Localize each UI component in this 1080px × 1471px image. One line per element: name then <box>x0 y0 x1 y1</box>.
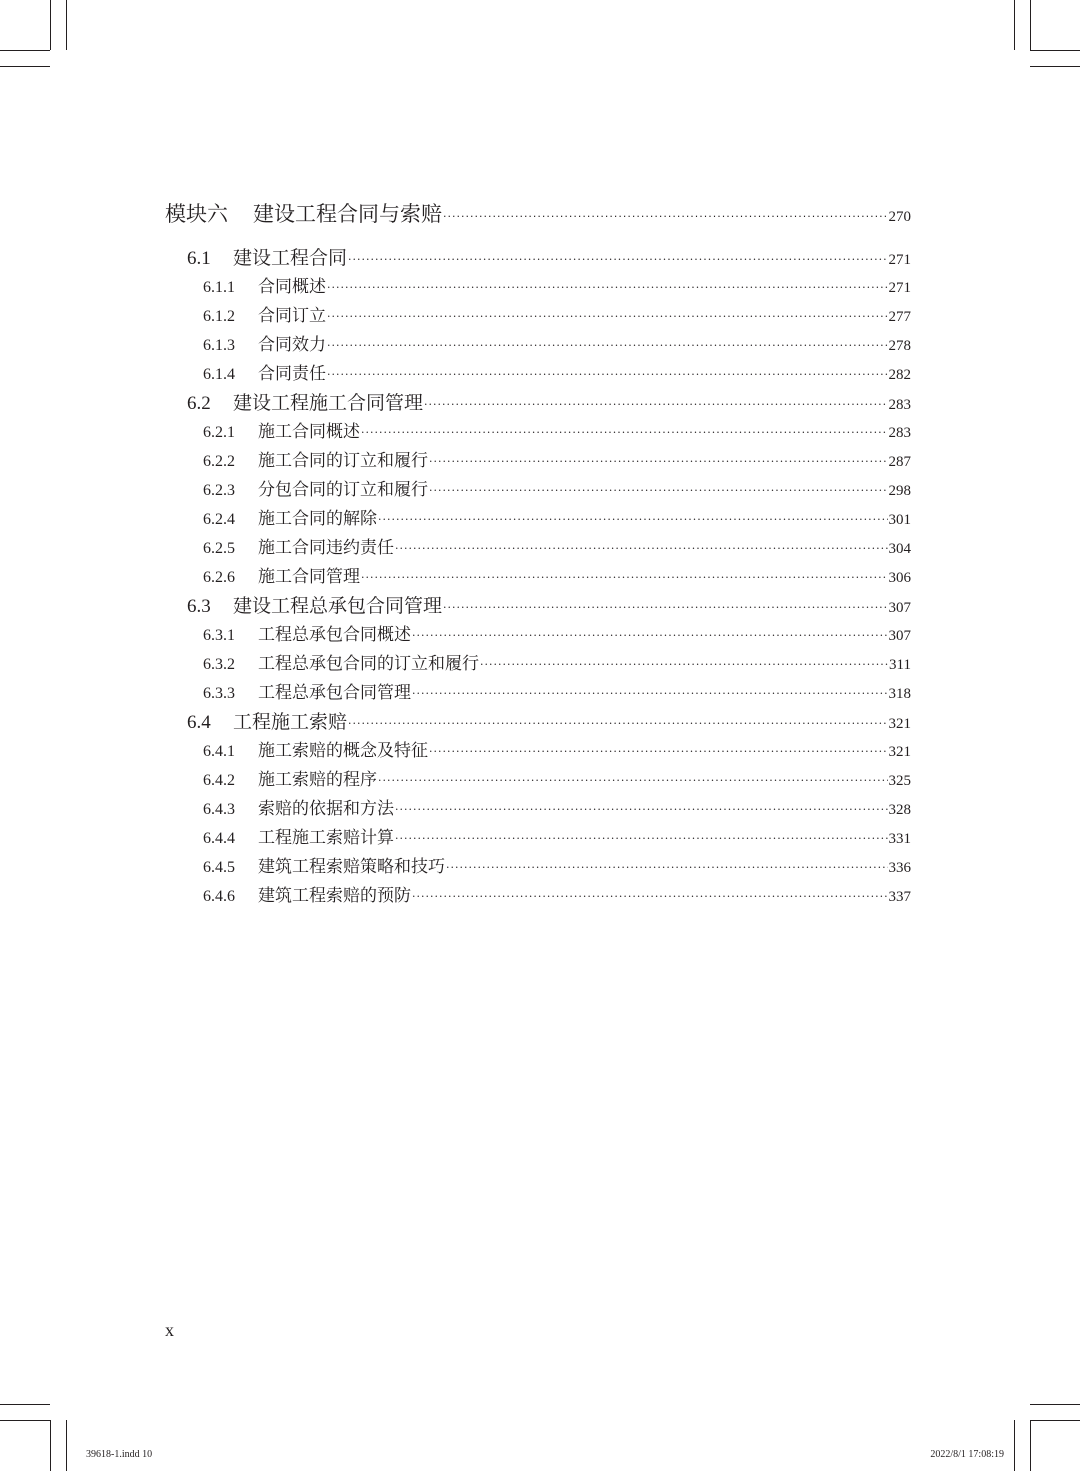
toc-leader-dots <box>327 311 888 322</box>
toc-subsection-entry[interactable] <box>165 852 911 881</box>
toc-entry-page: 271 <box>888 280 911 296</box>
toc-leader-dots <box>429 456 888 467</box>
toc-entry-number: 6.4.4 <box>203 830 235 847</box>
toc-subsection-entry[interactable] <box>165 765 911 794</box>
crop-mark <box>1014 1420 1015 1471</box>
toc-entry-title: 合同概述 <box>258 277 326 297</box>
crop-mark <box>0 50 50 51</box>
toc-leader-dots <box>429 485 888 496</box>
toc-subsection-entry[interactable] <box>165 562 911 591</box>
toc-section-entry[interactable] <box>165 243 911 272</box>
toc-entry-title: 合同责任 <box>258 364 326 384</box>
toc-subsection-entry[interactable] <box>165 620 911 649</box>
toc-entry-page: 283 <box>888 397 911 413</box>
toc-leader-dots <box>348 718 887 729</box>
crop-mark <box>50 0 51 50</box>
toc-entry-page: 331 <box>888 831 911 847</box>
toc-entry-title: 工程施工索赔计算 <box>258 828 394 848</box>
toc-entry-number: 6.4.6 <box>203 888 235 905</box>
toc-leader-dots <box>429 746 888 757</box>
toc-entry-number: 6.3.1 <box>203 627 235 644</box>
toc-subsection-entry[interactable] <box>165 823 911 852</box>
toc-subsection-entry[interactable] <box>165 475 911 504</box>
toc-entry-title: 索赔的依据和方法 <box>258 799 394 819</box>
toc-entry-title: 施工合同管理 <box>258 567 360 587</box>
toc-section-entry[interactable] <box>165 591 911 620</box>
toc-leader-dots <box>480 659 888 670</box>
toc-entry-page: 271 <box>888 252 911 268</box>
toc-subsection-entry[interactable] <box>165 533 911 562</box>
toc-leader-dots <box>348 254 887 265</box>
toc-entry-number: 6.2.6 <box>203 569 235 586</box>
toc-leader-dots <box>395 804 888 815</box>
toc-entry-title: 合同效力 <box>258 335 326 355</box>
toc-section-entry[interactable] <box>165 388 911 417</box>
toc-entry-page: 307 <box>888 600 911 616</box>
toc-entry-number: 6.3.2 <box>203 656 235 673</box>
toc-entry-title: 建设工程总承包合同管理 <box>233 595 443 617</box>
toc-entry-title: 分包合同的订立和履行 <box>258 480 428 500</box>
toc-entry-number: 6.4.3 <box>203 801 235 818</box>
toc-entry-number: 6.2.2 <box>203 453 235 470</box>
toc-entry-page: 283 <box>888 425 911 441</box>
toc-entry-number: 6.4.2 <box>203 772 235 789</box>
toc-entry-title: 工程总承包合同概述 <box>258 625 411 645</box>
toc-entry-number: 6.3 <box>187 596 211 617</box>
toc-entry-page: 336 <box>888 860 911 876</box>
toc-entry-page: 318 <box>888 686 911 702</box>
toc-entry-page: 311 <box>889 657 911 673</box>
toc-subsection-entry[interactable] <box>165 794 911 823</box>
toc-entry-page: 328 <box>888 802 911 818</box>
toc-subsection-entry[interactable] <box>165 881 911 910</box>
toc-entry-page: 337 <box>888 889 911 905</box>
page-folio: x <box>165 1320 174 1340</box>
toc-module-title: 建设工程合同与索赔 <box>253 202 442 226</box>
toc-subsection-entry[interactable] <box>165 301 911 330</box>
toc-entry-number: 6.3.3 <box>203 685 235 702</box>
toc-leader-dots <box>446 862 888 873</box>
toc-subsection-entry[interactable] <box>165 446 911 475</box>
toc-entry-number: 6.2 <box>187 393 211 414</box>
toc-subsection-entry[interactable] <box>165 678 911 707</box>
toc-entry-number: 6.2.1 <box>203 424 235 441</box>
toc-module-number: 模块六 <box>165 202 228 226</box>
toc-entry-page: 298 <box>888 483 911 499</box>
toc-entry-page: 325 <box>888 773 911 789</box>
toc-section-entry[interactable] <box>165 707 911 736</box>
slug-timestamp: 2022/8/1 17:08:19 <box>930 1449 1004 1460</box>
crop-mark <box>1030 1420 1080 1421</box>
crop-mark <box>1014 0 1015 50</box>
toc-leader-dots <box>361 427 888 438</box>
toc-entry-page: 321 <box>888 716 911 732</box>
toc-entry-number: 6.2.4 <box>203 511 235 528</box>
toc-entry-page: 301 <box>888 512 911 528</box>
toc-entry-number: 6.1.2 <box>203 308 235 325</box>
toc-entry-number: 6.1 <box>187 248 211 269</box>
toc-entry-title: 施工合同的解除 <box>258 509 377 529</box>
toc-leader-dots <box>443 602 887 613</box>
toc-leader-dots <box>361 572 888 583</box>
toc-leader-dots <box>327 340 888 351</box>
toc-entry-number: 6.2.3 <box>203 482 235 499</box>
toc-entry-title: 建设工程合同 <box>233 247 348 269</box>
toc-entries <box>165 243 911 910</box>
toc-entry-page: 304 <box>888 541 911 557</box>
toc-entry-number: 6.4 <box>187 712 211 733</box>
crop-mark <box>66 1420 67 1471</box>
crop-mark <box>50 1420 51 1471</box>
toc-subsection-entry[interactable] <box>165 272 911 301</box>
toc-subsection-entry[interactable] <box>165 504 911 533</box>
crop-mark <box>1030 50 1080 51</box>
toc-entry-page: 287 <box>888 454 911 470</box>
toc-module-entry[interactable] <box>165 198 911 236</box>
toc-entry-title: 施工合同概述 <box>258 422 360 442</box>
toc-leader-dots <box>443 211 888 222</box>
toc-entry-page: 278 <box>888 338 911 354</box>
toc-entry-number: 6.2.5 <box>203 540 235 557</box>
toc-entry-page: 321 <box>888 744 911 760</box>
crop-mark <box>0 1404 50 1405</box>
toc-entry-title: 施工索赔的概念及特征 <box>258 741 428 761</box>
toc-module-page: 270 <box>888 209 911 225</box>
crop-mark <box>1030 0 1031 50</box>
toc-leader-dots <box>412 688 888 699</box>
toc-subsection-entry[interactable] <box>165 736 911 765</box>
table-of-contents <box>165 198 911 910</box>
toc-entry-page: 277 <box>888 309 911 325</box>
toc-entry-number: 6.4.1 <box>203 743 235 760</box>
toc-entry-page: 306 <box>888 570 911 586</box>
toc-leader-dots <box>378 775 888 786</box>
toc-entry-title: 工程施工索赔 <box>233 711 348 733</box>
crop-mark <box>1030 66 1080 67</box>
crop-mark <box>1030 1404 1080 1405</box>
toc-subsection-entry[interactable] <box>165 417 911 446</box>
toc-entry-number: 6.1.1 <box>203 279 235 296</box>
toc-leader-dots <box>327 282 888 293</box>
toc-leader-dots <box>412 891 888 902</box>
toc-entry-title: 建设工程施工合同管理 <box>233 392 424 414</box>
toc-leader-dots <box>378 514 888 525</box>
crop-mark <box>66 0 67 50</box>
toc-entry-title: 工程总承包合同管理 <box>258 683 411 703</box>
toc-entry-number: 6.1.3 <box>203 337 235 354</box>
crop-mark <box>0 1420 50 1421</box>
toc-entry-page: 307 <box>888 628 911 644</box>
toc-subsection-entry[interactable] <box>165 330 911 359</box>
toc-entry-number: 6.1.4 <box>203 366 235 383</box>
crop-mark <box>1030 1420 1031 1471</box>
toc-entry-title: 合同订立 <box>258 306 326 326</box>
crop-mark <box>0 66 50 67</box>
toc-entry-title: 建筑工程索赔策略和技巧 <box>258 857 445 877</box>
toc-entry-title: 施工合同的订立和履行 <box>258 451 428 471</box>
toc-subsection-entry[interactable] <box>165 359 911 388</box>
toc-leader-dots <box>395 543 888 554</box>
toc-leader-dots <box>412 630 888 641</box>
toc-entry-number: 6.4.5 <box>203 859 235 876</box>
toc-subsection-entry[interactable] <box>165 649 911 678</box>
toc-entry-title: 工程总承包合同的订立和履行 <box>258 654 479 674</box>
toc-entry-title: 施工合同违约责任 <box>258 538 394 558</box>
slug-filename: 39618-1.indd 10 <box>86 1449 153 1460</box>
toc-entry-title: 建筑工程索赔的预防 <box>258 886 411 906</box>
toc-entry-page: 282 <box>888 367 911 383</box>
toc-leader-dots <box>395 833 888 844</box>
toc-leader-dots <box>327 369 888 380</box>
toc-entry-title: 施工索赔的程序 <box>258 770 377 790</box>
toc-leader-dots <box>424 399 887 410</box>
